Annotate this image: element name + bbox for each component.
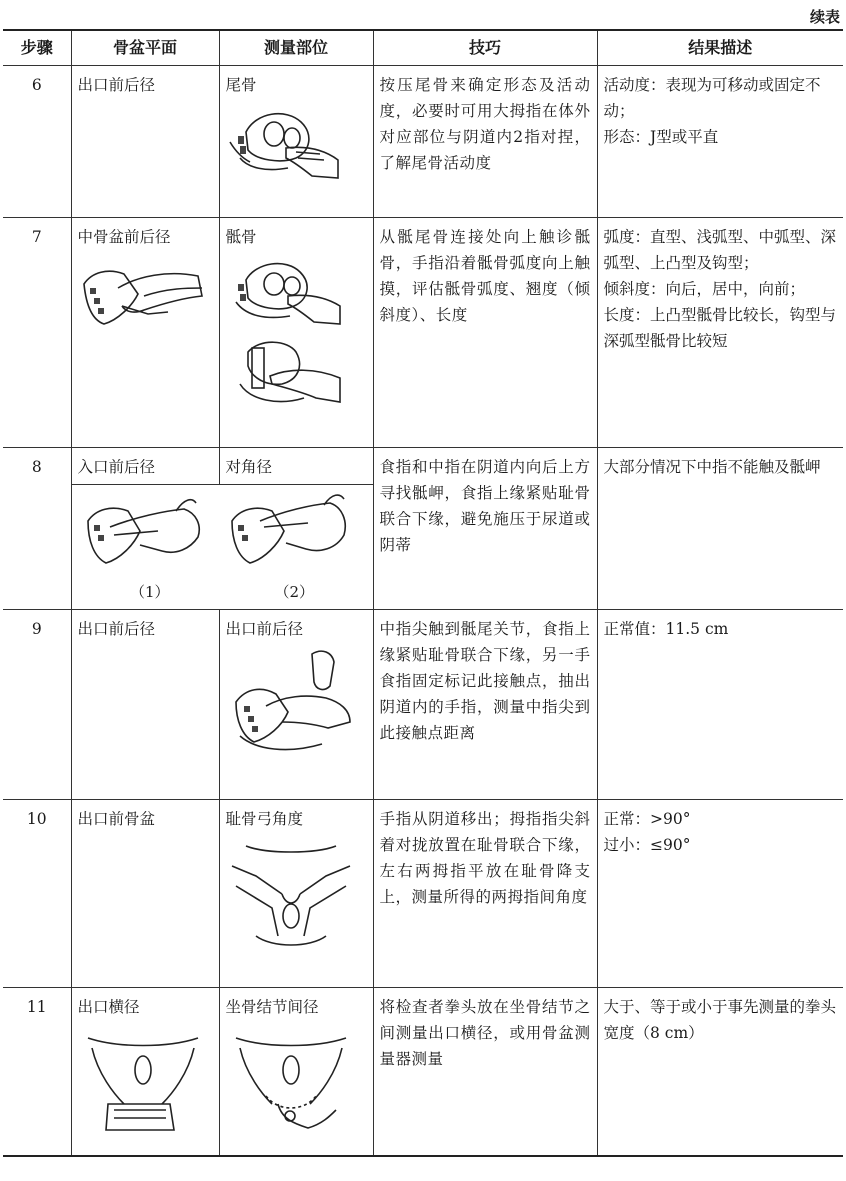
table-row <box>3 66 843 218</box>
pelvic-plane: 出口前骨盆 <box>71 800 219 988</box>
result-line: 活动度：表现为可移动或固定不动； <box>603 76 821 120</box>
result-line: 形态：J型或平直 <box>603 128 719 146</box>
diagonal-conjugate-illustration-2 <box>224 491 354 571</box>
col-header-result: 结果描述 <box>597 30 843 66</box>
technique-text: 手指从阴道移出；拇指指尖斜着对拢放置在耻骨联合下缘，左右两拇指平放在耻骨降支上，测量所得的两拇指间角度 <box>373 800 597 988</box>
measure-site-label: 尾骨 <box>225 76 257 94</box>
measure-site <box>219 610 373 800</box>
result-line: 长度：上凸型骶骨比较长，钩型与深弧型骶骨比较短 <box>603 306 837 350</box>
step-number: 6 <box>3 66 71 218</box>
measure-site: 对角径 <box>219 448 373 485</box>
sacrum-palpation-illustration <box>78 254 208 334</box>
pelvimeter-illustration <box>226 1024 356 1134</box>
result-line: 弧度：直型、浅弧型、中弧型、深弧型、上凸型及钩型； <box>603 228 837 272</box>
col-header-site: 测量部位 <box>219 30 373 66</box>
col-header-technique: 技巧 <box>373 30 597 66</box>
step-number: 10 <box>3 800 71 988</box>
diagonal-conjugate-illustration-1 <box>80 491 210 571</box>
sacrum-probe-illustration <box>226 332 346 412</box>
measure-site-label: 骶骨 <box>225 228 257 246</box>
table-row <box>3 218 843 448</box>
measure-site <box>219 988 373 1156</box>
result-description <box>597 66 843 218</box>
result-description <box>597 448 843 610</box>
pelvic-plane: 入口前后径 <box>71 448 219 485</box>
result-line: 过小：≤90° <box>603 836 691 854</box>
measure-site <box>219 800 373 988</box>
diagonal-conjugate-figures <box>71 485 373 610</box>
technique-text: 中指尖触到骶尾关节，食指上缘紧贴耻骨联合下缘，另一手食指固定标记此接触点，抽出阴道内的手指，测量中指尖到此接触点距离 <box>373 610 597 800</box>
pelvic-plane <box>71 218 219 448</box>
table-row <box>3 610 843 800</box>
pelvic-plane <box>71 988 219 1156</box>
step-number: 8 <box>3 448 71 610</box>
step-number: 7 <box>3 218 71 448</box>
result-line: 大部分情况下中指不能触及骶岬 <box>603 458 821 476</box>
col-header-plane: 骨盆平面 <box>71 30 219 66</box>
result-line: 正常：>90° <box>603 810 691 828</box>
technique-text: 食指和中指在阴道内向后上方寻找骶岬，食指上缘紧贴耻骨联合下缘，避免施压于尿道或阴蒂 <box>373 448 597 610</box>
fist-measurement-illustration <box>78 1024 208 1134</box>
measure-site <box>219 218 373 448</box>
technique-text: 从骶尾骨连接处向上触诊骶骨，手指沿着骶骨弧度向上触摸，评估骶骨弧度、翘度（倾斜度）、长度 <box>373 218 597 448</box>
measure-site-label: 耻骨弓角度 <box>225 810 304 828</box>
measure-site <box>219 66 373 218</box>
result-description <box>597 218 843 448</box>
figure-label: （2） <box>274 583 315 601</box>
coccyx-palpation-illustration <box>226 102 346 182</box>
step-number: 11 <box>3 988 71 1156</box>
step-number: 9 <box>3 610 71 800</box>
continued-label: 续表 <box>809 8 840 26</box>
result-description <box>597 800 843 988</box>
measure-site-label: 出口前后径 <box>225 620 304 638</box>
result-description <box>597 610 843 800</box>
result-line: 大于、等于或小于事先测量的拳头宽度（8 cm） <box>603 998 837 1042</box>
table-row <box>3 800 843 988</box>
outlet-ap-illustration <box>226 646 356 756</box>
pelvic-plane-label: 中骨盆前后径 <box>77 228 171 246</box>
result-line: 倾斜度：向后，居中，向前； <box>603 280 806 298</box>
pelvic-measurement-table <box>3 29 843 1157</box>
sacrum-side-view-illustration <box>226 254 346 328</box>
technique-text: 按压尾骨来确定形态及活动度，必要时可用大拇指在体外对应部位与阴道内2指对捏，了解尾骨活动度 <box>373 66 597 218</box>
result-description <box>597 988 843 1156</box>
measure-site-label: 坐骨结节间径 <box>225 998 319 1016</box>
figure-label: （1） <box>129 583 170 601</box>
header-row <box>3 30 843 66</box>
table-row <box>3 448 843 485</box>
technique-text: 将检查者拳头放在坐骨结节之间测量出口横径，或用骨盆测量器测量 <box>373 988 597 1156</box>
result-line: 正常值：11.5 cm <box>603 620 729 638</box>
pelvic-plane: 出口前后径 <box>71 610 219 800</box>
pelvic-plane: 出口前后径 <box>71 66 219 218</box>
pubic-arch-angle-illustration <box>226 836 356 952</box>
col-header-step: 步骤 <box>3 30 71 66</box>
table-row <box>3 988 843 1156</box>
pelvic-plane-label: 出口横径 <box>77 998 140 1016</box>
